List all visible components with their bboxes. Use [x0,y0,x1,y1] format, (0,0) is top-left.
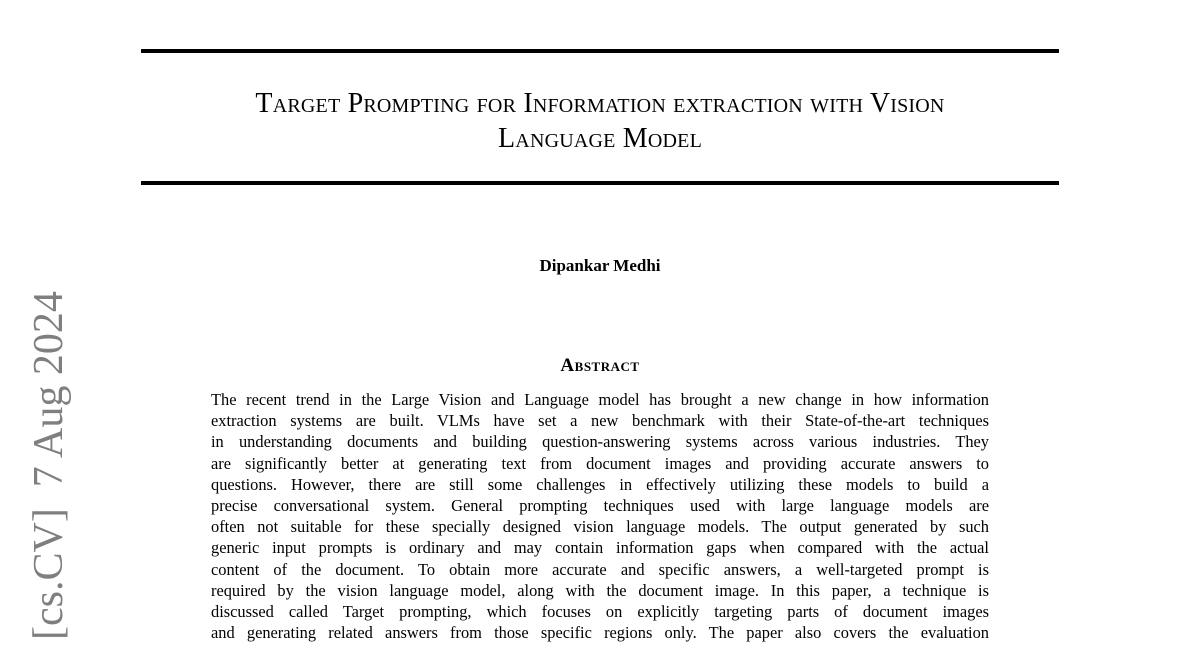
abstract-line: precise conversational system. General prompting techniques used with large language models are [211,495,989,515]
abstract-line: are significantly better at generating text from document images and providing accurate answers to [211,453,989,473]
abstract-line: The recent trend in the Large Vision and Language model has brought a new change in how information [211,390,989,409]
abstract-heading: Abstract [560,355,640,376]
author-name: Dipankar Medhi [539,256,661,275]
abstract-line: often not suitable for these specially designed vision language models. The output generated by such [211,517,989,537]
arxiv-side-stamp [24,291,74,640]
abstract-line: extraction systems are built. VLMs have set a new benchmark with their State-of-the-art techniques [211,411,989,431]
abstract-line: required by the vision language model, along with the document image. In this paper, a technique is [211,580,989,600]
arxiv-category: [cs.CV] [26,508,72,640]
abstract-line: in understanding documents and building question-answering systems across various industries. They [211,432,989,452]
abstract-line: questions. However, there are still some challenges in effectively utilizing these models to build a [211,474,989,494]
abstract-line: generic input prompts is ordinary and may contain information gaps when compared with the actual [211,538,989,558]
paper-title-line-1: Target Prompting for Information extraction with Vision [255,88,945,119]
paper-title [141,86,1059,156]
arxiv-date: 7 Aug 2024 [26,291,72,488]
abstract-line: discussed called Target prompting, which focuses on explicitly targeting parts of document images [211,601,989,621]
paper-title-line-2: Language Model [498,123,702,154]
title-top-rule [141,49,1059,53]
abstract-line: and generating related answers from those specific regions only. The paper also covers the evaluation [211,623,989,643]
abstract-line: content of the document. To obtain more accurate and specific answers, a well-targeted prompt is [211,559,989,579]
title-bottom-rule [141,181,1059,185]
abstract-body [211,389,989,643]
